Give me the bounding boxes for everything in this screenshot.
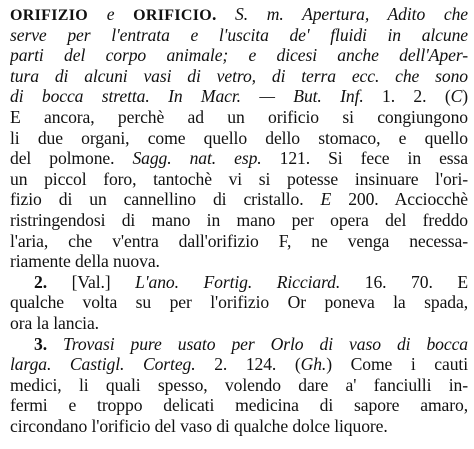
text-segment: e <box>87 4 134 24</box>
text-segment: Trovasi pure usato per Orlo di vaso di bocca <box>63 333 468 354</box>
text-line <box>10 354 468 375</box>
text-line <box>10 107 468 128</box>
text-segment: circondano l'orificio del vaso di qualche dolce liquore. <box>10 415 388 436</box>
text-segment: ) <box>462 86 468 107</box>
text-line <box>10 313 468 334</box>
text-line <box>10 395 468 416</box>
text-segment: S. m. Apertura, Adito che <box>235 4 468 24</box>
text-line <box>10 25 468 46</box>
text-line <box>10 292 468 313</box>
text-segment: L'ano. Fortig. Ricciard. <box>135 271 341 292</box>
text-line <box>10 128 468 149</box>
text-line <box>10 334 468 355</box>
text-line <box>10 189 468 210</box>
text-line <box>10 66 468 87</box>
text-segment: parti del corpo animale; e dicesi anche dell'Aper- <box>10 45 468 66</box>
text-line <box>10 148 468 169</box>
text-line <box>10 251 468 272</box>
text-segment: fermi e troppo delicati medicina di sapore amaro, <box>10 395 468 416</box>
text-line <box>10 375 468 396</box>
headword: ORIFIZIO <box>10 7 88 24</box>
text-segment: . <box>212 4 236 24</box>
dictionary-entry <box>10 4 468 436</box>
text-segment: E <box>320 189 332 210</box>
text-segment: C <box>450 86 463 107</box>
text-segment: del polmone. <box>10 148 133 169</box>
sense-2 <box>10 272 468 334</box>
text-segment: riamente della nuova. <box>10 251 160 272</box>
text-segment: 16. 70. E <box>340 271 468 292</box>
text-segment: ora la lancia. <box>10 312 99 333</box>
text-line <box>10 210 468 231</box>
text-segment: ristringendosi di mano in mano per opera del freddo <box>10 209 468 230</box>
sense-3 <box>10 334 468 437</box>
text-segment: 2. 124. ( <box>195 354 301 375</box>
text-segment: medici, li quali spesso, volendo dare a' fanciulli in- <box>10 374 468 395</box>
text-segment: 121. Si fece in essa <box>261 148 468 169</box>
text-segment: [Val.] <box>71 271 136 292</box>
text-line <box>10 86 468 107</box>
text-segment: Sagg. nat. esp. <box>132 148 262 169</box>
text-line <box>10 416 468 437</box>
text-segment: fizio di un cannellino di cristallo. <box>10 189 321 210</box>
text-segment: 200. Acciocchè <box>331 189 468 210</box>
text-segment: 1. 2. ( <box>363 86 451 107</box>
text-line <box>10 4 468 25</box>
text-line <box>10 169 468 190</box>
text-segment: larga. Castigl. Corteg. <box>10 354 196 375</box>
text-segment: serve per l'entrata e l'uscita de' fluidi in alcune <box>10 24 468 45</box>
text-line <box>10 272 468 293</box>
text-segment: l'aria, che v'entra dall'orifizio F, ne venga necessa- <box>10 230 468 251</box>
text-segment: un piccol foro, tantochè vi si potesse insinuare l'ori- <box>10 168 468 189</box>
text-segment: Gh. <box>300 354 327 375</box>
text-segment: tura di alcuni vasi di vetro, di terra ecc. che sono <box>10 65 468 86</box>
text-line <box>10 231 468 252</box>
text-line <box>10 45 468 66</box>
text-segment: E ancora, perchè ad un orificio si congiungono <box>10 106 468 127</box>
text-segment: qualche volta su per l'orifizio Or poneva la spada, <box>10 292 468 313</box>
text-segment: 3. <box>34 333 64 354</box>
text-segment: li due organi, come quello dello stomaco, e quello <box>10 127 468 148</box>
text-segment: 2. <box>34 271 72 292</box>
sense-1 <box>10 4 468 272</box>
text-segment: ) Come i cauti <box>326 354 468 375</box>
text-segment: di bocca stretta. In Macr. — But. Inf. <box>10 86 364 107</box>
headword: ORIFICIO <box>133 7 213 24</box>
